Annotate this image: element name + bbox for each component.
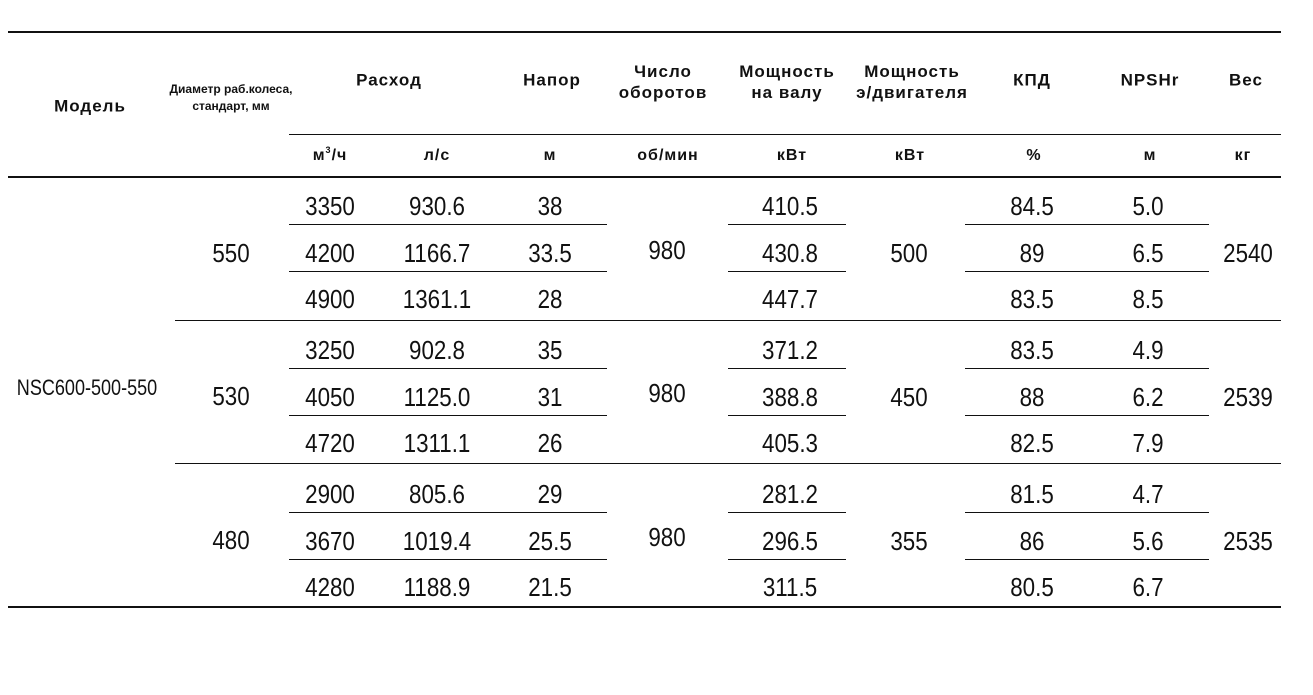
- efficiency-cell: 80.5: [1010, 572, 1054, 602]
- flow-ls-cell: 930.6: [409, 191, 465, 221]
- head-cell: 35: [537, 335, 563, 365]
- npshr-cell: 5.6: [1132, 526, 1164, 556]
- flow-m3h-cell: 3350: [305, 191, 355, 221]
- unit-efficiency: %: [1026, 147, 1042, 164]
- npshr-cell: 5.0: [1132, 191, 1164, 221]
- header-weight: Вес: [1229, 70, 1263, 90]
- header-flow: Расход: [356, 70, 422, 90]
- flow-m3h-cell: 4050: [305, 382, 355, 412]
- unit-weight: кг: [1234, 147, 1252, 164]
- head-cell: 33.5: [528, 238, 572, 268]
- shaft-power-cell: 296.5: [762, 526, 818, 556]
- weight-cell: 2535: [1223, 526, 1273, 556]
- head-cell: 26: [537, 428, 563, 458]
- weight-cell: 2539: [1223, 382, 1273, 412]
- flow-m3h-cell: 3670: [305, 526, 355, 556]
- row-divider: [289, 271, 607, 272]
- group-divider: [175, 320, 1281, 321]
- header-model: Модель: [54, 96, 126, 116]
- row-divider: [728, 368, 846, 369]
- header-motor-power: Мощность э/двигателя: [856, 62, 968, 102]
- npshr-cell: 7.9: [1132, 428, 1164, 458]
- efficiency-cell: 81.5: [1010, 479, 1054, 509]
- flow-ls-cell: 1166.7: [403, 238, 471, 268]
- row-divider: [728, 512, 846, 513]
- row-divider: [965, 512, 1209, 513]
- npshr-cell: 6.5: [1132, 238, 1164, 268]
- header-efficiency: КПД: [1013, 70, 1051, 90]
- unit-shaft-power: кВт: [776, 147, 808, 164]
- weight-cell: 2540: [1223, 238, 1273, 268]
- flow-m3h-cell: 3250: [305, 335, 355, 365]
- diameter-cell: 550: [212, 238, 250, 268]
- flow-m3h-cell: 4720: [305, 428, 355, 458]
- npshr-cell: 4.7: [1132, 479, 1164, 509]
- unit-flow-ls: л/с: [423, 147, 451, 164]
- header-shaft-power: Мощность на валу: [739, 62, 835, 102]
- unit-npshr: м: [1143, 147, 1157, 164]
- efficiency-cell: 83.5: [1010, 284, 1054, 314]
- table-bottom-border: [8, 606, 1281, 608]
- shaft-power-cell: 430.8: [762, 238, 818, 268]
- header-speed: Число оборотов: [618, 62, 708, 102]
- row-divider: [965, 415, 1209, 416]
- model-name: NSC600-500-550: [16, 375, 158, 400]
- flow-m3h-cell: 2900: [305, 479, 355, 509]
- speed-cell: 980: [648, 235, 686, 265]
- head-cell: 29: [537, 479, 563, 509]
- motor-power-cell: 355: [890, 526, 928, 556]
- diameter-cell: 480: [212, 525, 250, 555]
- row-divider: [965, 271, 1209, 272]
- unit-speed: об/мин: [637, 147, 699, 164]
- shaft-power-cell: 371.2: [762, 335, 818, 365]
- motor-power-cell: 500: [890, 238, 928, 268]
- head-cell: 31: [537, 382, 563, 412]
- diameter-cell: 530: [212, 381, 250, 411]
- npshr-cell: 8.5: [1132, 284, 1164, 314]
- efficiency-cell: 83.5: [1010, 335, 1054, 365]
- flow-m3h-cell: 4900: [305, 284, 355, 314]
- flow-ls-cell: 1361.1: [402, 284, 472, 314]
- flow-ls-cell: 1125.0: [403, 382, 471, 412]
- npshr-cell: 6.2: [1132, 382, 1164, 412]
- shaft-power-cell: 447.7: [762, 284, 818, 314]
- units-top-border: [289, 134, 1281, 135]
- head-cell: 21.5: [528, 572, 572, 602]
- shaft-power-cell: 410.5: [762, 191, 818, 221]
- unit-motor-power: кВт: [894, 147, 926, 164]
- row-divider: [289, 559, 607, 560]
- row-divider: [289, 224, 607, 225]
- motor-power-cell: 450: [890, 382, 928, 412]
- speed-cell: 980: [648, 522, 686, 552]
- table-top-border: [8, 31, 1281, 33]
- row-divider: [728, 271, 846, 272]
- flow-ls-cell: 1311.1: [403, 428, 471, 458]
- unit-head: м: [543, 147, 557, 164]
- row-divider: [289, 415, 607, 416]
- row-divider: [289, 368, 607, 369]
- efficiency-cell: 82.5: [1010, 428, 1054, 458]
- row-divider: [289, 512, 607, 513]
- head-cell: 38: [537, 191, 563, 221]
- unit-flow-m3h: $м^3/ч$: [312, 145, 348, 164]
- npshr-cell: 6.7: [1132, 572, 1164, 602]
- shaft-power-cell: 388.8: [762, 382, 818, 412]
- shaft-power-cell: 281.2: [762, 479, 818, 509]
- row-divider: [728, 415, 846, 416]
- row-divider: [728, 559, 846, 560]
- flow-ls-cell: 1019.4: [402, 526, 472, 556]
- flow-ls-cell: 1188.9: [403, 572, 471, 602]
- shaft-power-cell: 405.3: [762, 428, 818, 458]
- efficiency-cell: 84.5: [1010, 191, 1054, 221]
- flow-m3h-cell: 4280: [305, 572, 355, 602]
- shaft-power-cell: 311.5: [762, 572, 818, 602]
- row-divider: [965, 559, 1209, 560]
- efficiency-cell: 89: [1019, 238, 1045, 268]
- header-npshr: NPSHr: [1120, 70, 1180, 90]
- npshr-cell: 4.9: [1132, 335, 1164, 365]
- flow-m3h-cell: 4200: [305, 238, 355, 268]
- header-bottom-border: [8, 176, 1281, 178]
- header-head: Напор: [523, 70, 581, 90]
- efficiency-cell: 86: [1019, 526, 1045, 556]
- flow-ls-cell: 805.6: [409, 479, 465, 509]
- efficiency-cell: 88: [1019, 382, 1045, 412]
- row-divider: [965, 224, 1209, 225]
- head-cell: 25.5: [528, 526, 572, 556]
- flow-ls-cell: 902.8: [409, 335, 465, 365]
- row-divider: [965, 368, 1209, 369]
- speed-cell: 980: [648, 378, 686, 408]
- row-divider: [728, 224, 846, 225]
- head-cell: 28: [537, 284, 563, 314]
- header-diameter: Диаметр раб.колеса, стандарт, мм: [169, 82, 293, 113]
- group-divider: [175, 463, 1281, 464]
